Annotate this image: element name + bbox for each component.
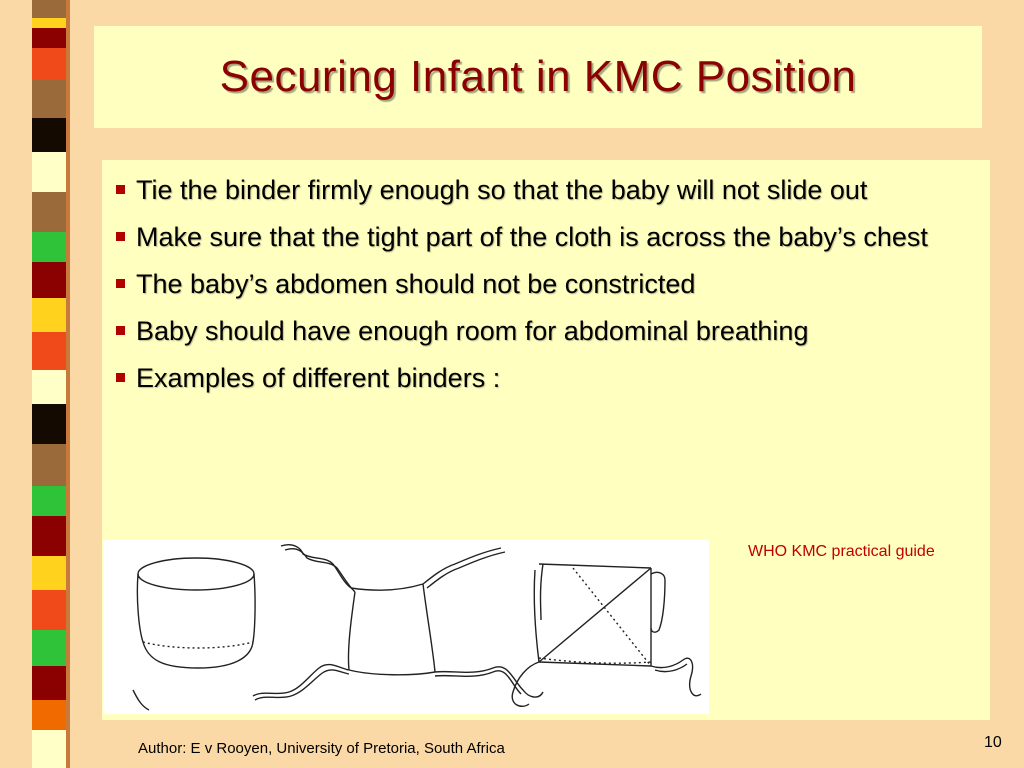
binder-vest-drawing	[512, 564, 701, 706]
stripe-segment	[32, 262, 66, 298]
stripe-segment	[32, 298, 66, 332]
stripe-segment	[32, 152, 66, 192]
stripe-segment	[32, 590, 66, 630]
stripe-segment	[32, 404, 66, 444]
bullet-item	[116, 217, 946, 257]
square-bullet-icon	[116, 373, 125, 382]
stripe-segment	[32, 232, 66, 262]
slide-title: Securing Infant in KMC Position	[219, 52, 857, 101]
stripe-segment	[32, 192, 66, 232]
square-bullet-icon	[116, 279, 125, 288]
stripe-segment	[32, 556, 66, 590]
bullet-text: The baby’s abdomen should not be constricted	[136, 269, 696, 299]
page-number: 10	[984, 734, 1002, 751]
stripe-segment	[32, 700, 66, 730]
stripe-segment	[32, 486, 66, 516]
stripe-segment	[32, 332, 66, 370]
bullet-text: Tie the binder firmly enough so that the baby will not slide out	[136, 175, 868, 205]
title-box	[94, 26, 982, 128]
footer-author: Author: E v Rooyen, University of Pretoria, South Africa	[138, 740, 505, 757]
stripe-segment	[32, 80, 66, 118]
stripe-segment	[32, 630, 66, 666]
square-bullet-icon	[116, 326, 125, 335]
decorative-stripe-bar	[0, 0, 70, 768]
stripe-segment	[32, 118, 66, 152]
binder-examples-image	[103, 540, 709, 714]
source-caption: WHO KMC practical guide	[748, 543, 935, 560]
bullet-item	[116, 264, 946, 304]
bullet-text: Examples of different binders :	[136, 363, 501, 393]
binder-tube-drawing	[137, 558, 255, 668]
stripe-edge	[66, 0, 70, 768]
stripe-segment	[32, 444, 66, 486]
bullet-item	[116, 170, 946, 210]
binder-with-ties-drawing	[253, 545, 543, 700]
stripe-segment	[32, 0, 66, 18]
bullet-item	[116, 311, 946, 351]
stripe-segment	[32, 18, 66, 28]
stripe-segment	[32, 666, 66, 700]
bullet-item	[116, 358, 946, 398]
square-bullet-icon	[116, 185, 125, 194]
stripe-segment	[32, 48, 66, 80]
stripe-segment	[32, 730, 66, 768]
bullet-list	[116, 170, 946, 405]
square-bullet-icon	[116, 232, 125, 241]
stripe-segment	[32, 370, 66, 404]
bullet-text: Make sure that the tight part of the cloth is across the baby’s chest	[136, 222, 928, 252]
binder-strap-fragment	[133, 690, 149, 710]
bullet-text: Baby should have enough room for abdominal breathing	[136, 316, 809, 346]
stripe-segment	[32, 28, 66, 48]
stripe-segment	[32, 516, 66, 556]
